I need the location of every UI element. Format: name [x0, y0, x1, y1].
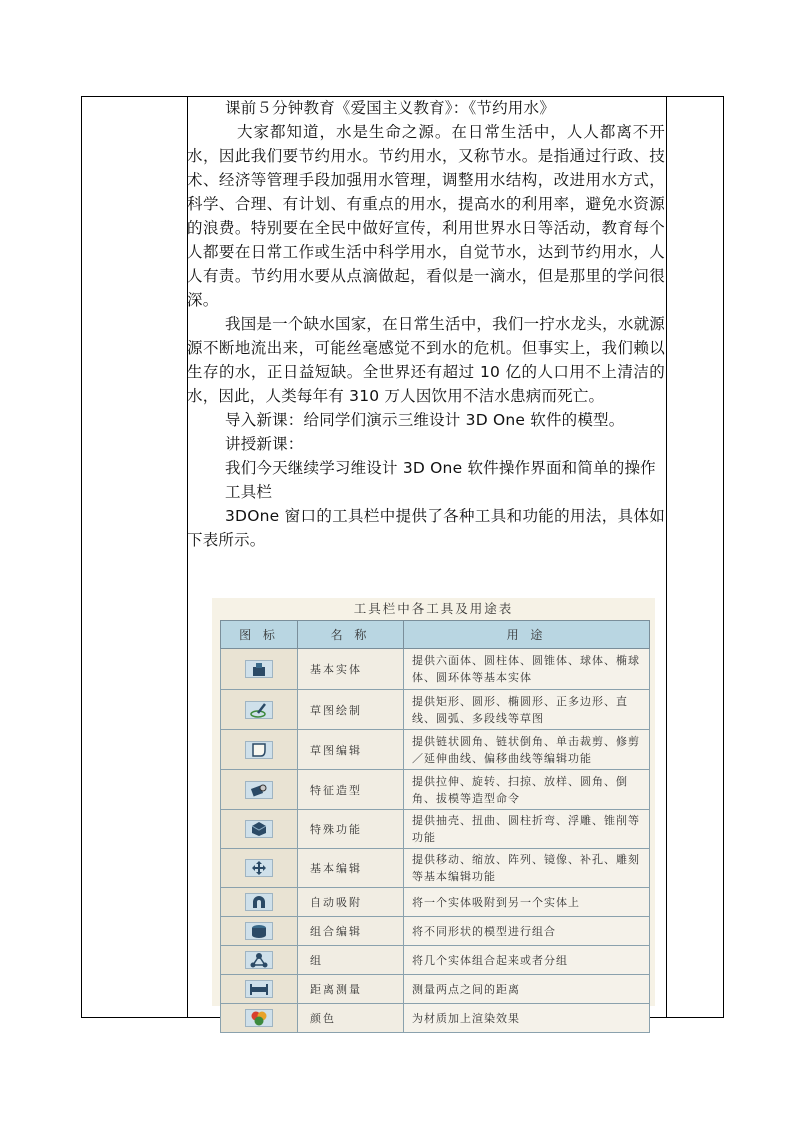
- paragraph-toolbar-heading: 工具栏: [225, 483, 273, 501]
- tool-use: 将一个实体吸附到另一个实体上: [404, 888, 650, 917]
- tool-use: 提供移动、缩放、阵列、镜像、补孔、雕刻等基本编辑功能: [404, 849, 650, 888]
- lesson-title: 课前５分钟教育《爱国主义教育》：《节约用水》: [225, 99, 555, 117]
- table-row: [221, 649, 650, 690]
- tool-name: 组合编辑: [298, 917, 404, 946]
- paragraph-intro: 导入新课：给同学们演示三维设计 3D One 软件的模型。: [225, 411, 625, 429]
- tool-name: 特殊功能: [298, 810, 404, 849]
- table-row: [221, 888, 650, 917]
- column-divider-right: [666, 97, 667, 1017]
- tool-name: 组: [298, 946, 404, 975]
- tool-use: 提供矩形、圆形、椭圆形、正多边形、直线、圆弧、多段线等草图: [404, 690, 650, 730]
- tool-use: 提供拉伸、旋转、扫掠、放样、圆角、倒角、拔模等造型命令: [404, 770, 650, 810]
- tool-name: 基本实体: [298, 649, 404, 690]
- color-icon: [245, 1009, 273, 1027]
- header-icon: 图 标: [221, 621, 298, 649]
- paragraph-teach-label: 讲授新课：: [225, 435, 304, 453]
- move-arrows-icon: [245, 859, 273, 877]
- tool-table-photo: [212, 598, 655, 1025]
- lesson-content: [187, 96, 665, 552]
- table-row: [221, 975, 650, 1004]
- feature-model-icon: [245, 781, 273, 799]
- tool-use: 将几个实体组合起来或者分组: [404, 946, 650, 975]
- paragraph-teach-content: 我们今天继续学习维设计 3D One 软件操作界面和简单的操作: [225, 459, 656, 477]
- sketch-edit-icon: [245, 741, 273, 759]
- sketch-draw-icon: [245, 701, 273, 719]
- magnet-icon: [245, 893, 273, 911]
- tool-use: 提供链状圆角、链状倒角、单击裁剪、修剪／延伸曲线、偏移曲线等编辑功能: [404, 730, 650, 770]
- tool-use: 测量两点之间的距离: [404, 975, 650, 1004]
- tool-name: 草图编辑: [298, 730, 404, 770]
- paragraph-water-shortage: 我国是一个缺水国家，在日常生活中，我们一拧水龙头，水就源源不断地流出来，可能丝毫感觉不到水的危机。但事实上，我们赖以生存的水，正日益短缺。全世界还有超过 10 亿的人口用不上清洁的水，因此，人类每年有 310 万人因饮用不洁水患病而死亡。: [187, 315, 665, 405]
- table-row: [221, 1004, 650, 1033]
- combine-icon: [245, 922, 273, 940]
- tool-name: 草图绘制: [298, 690, 404, 730]
- table-row: [221, 917, 650, 946]
- tool-use: 提供抽壳、扭曲、圆柱折弯、浮雕、锥削等功能: [404, 810, 650, 849]
- header-use: 用 途: [404, 621, 650, 649]
- table-row: [221, 849, 650, 888]
- tool-name: 距离测量: [298, 975, 404, 1004]
- group-icon: [245, 951, 273, 969]
- tool-use: 为材质加上渲染效果: [404, 1004, 650, 1033]
- header-name: 名 称: [298, 621, 404, 649]
- table-row: [221, 690, 650, 730]
- tool-table-caption: 工具栏中各工具及用途表: [353, 601, 514, 616]
- tool-table: [220, 620, 650, 1033]
- tool-use: 提供六面体、圆柱体、圆锥体、球体、椭球体、圆环体等基本实体: [404, 649, 650, 690]
- measure-icon: [245, 980, 273, 998]
- tool-name: 颜色: [298, 1004, 404, 1033]
- tool-name: 特征造型: [298, 770, 404, 810]
- table-row: [221, 946, 650, 975]
- table-row: [221, 730, 650, 770]
- paragraph-toolbar-desc: 3DOne 窗口的工具栏中提供了各种工具和功能的用法，具体如下表所示。: [187, 507, 665, 549]
- special-function-icon: [245, 820, 273, 838]
- tool-table-header: [221, 621, 650, 649]
- tool-name: 自动吸附: [298, 888, 404, 917]
- table-row: [221, 770, 650, 810]
- tool-use: 将不同形状的模型进行组合: [404, 917, 650, 946]
- table-row: [221, 810, 650, 849]
- paragraph-water-source: 大家都知道，水是生命之源。在日常生活中，人人都离不开水，因此我们要节约用水。节约用水，又称节水。是指通过行政、技术、经济等管理手段加强用水管理，调整用水结构，改进用水方式，科学、合理、有计划、有重点的用水，提高水的利用率，避免水资源的浪费。特别要在全民中做好宣传，利用世界水日等活动，教育每个人都要在日常工作或生活中科学用水，自觉节水，达到节约用水，人人有责。节约用水要从点滴做起，看似是一滴水，但是那里的学问很深。: [187, 123, 665, 309]
- tool-name: 基本编辑: [298, 849, 404, 888]
- solid-shapes-icon: [245, 660, 273, 678]
